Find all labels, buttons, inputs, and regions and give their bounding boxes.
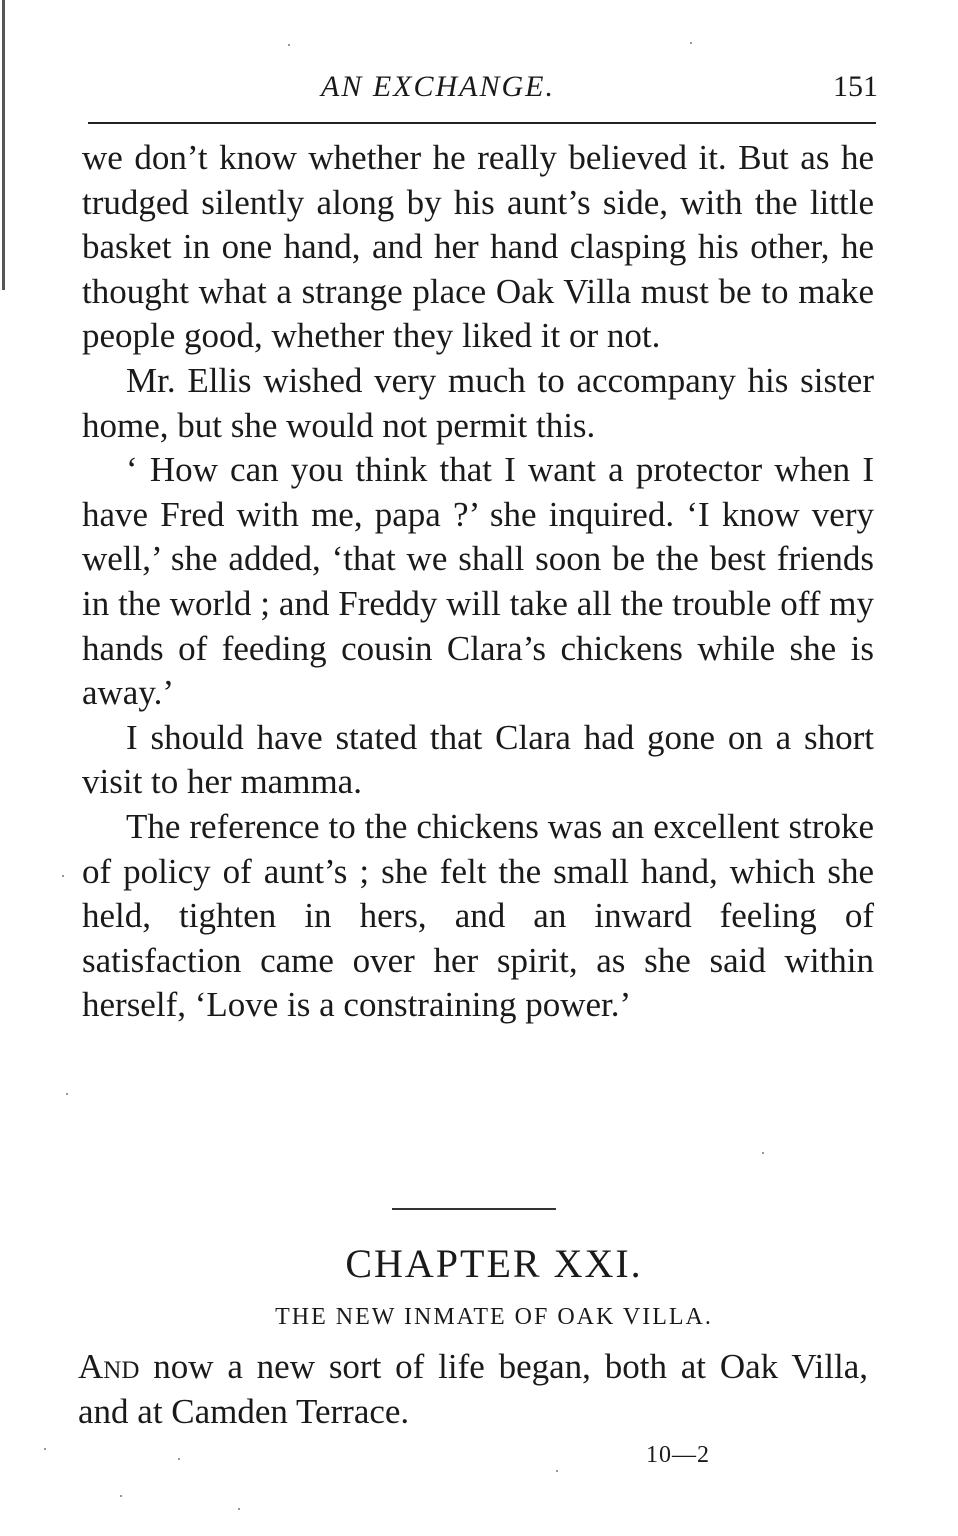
print-speck: [690, 42, 692, 44]
print-speck: [62, 875, 64, 877]
print-speck: [120, 1495, 122, 1497]
paragraph-2: Mr. Ellis wished very much to accompany his sister home, but she would not permit this.: [82, 360, 874, 445]
print-speck: [178, 1458, 180, 1460]
print-speck: [44, 1448, 46, 1450]
print-speck: [762, 1152, 764, 1154]
signature-mark: 10—2: [646, 1442, 710, 1468]
print-speck: [556, 1470, 558, 1472]
running-head: [88, 70, 878, 110]
paragraph-4: I should have stated that Clara had gone on a short visit to her mamma.: [82, 717, 874, 802]
section-divider: [392, 1208, 556, 1210]
print-speck: [238, 1508, 240, 1510]
page-edge-shadow: [2, 0, 5, 290]
print-speck: [288, 44, 290, 46]
running-title: AN EXCHANGE.: [321, 70, 555, 103]
paragraph-3: ‘ How can you think that I want a protector when I have Fred with me, papa ?’ she inquired. ‘I know very well,’ she added, ‘that we shall soon be the best friends in the world ; and Freddy will take all the trouble off my hands of feeding cousin Clara’s chickens while she is away.’: [82, 450, 874, 713]
page-number: 151: [833, 70, 878, 103]
chapter-opening: [78, 1345, 868, 1434]
chapter-subtitle: THE NEW INMATE OF OAK VILLA.: [275, 1304, 713, 1330]
print-speck: [66, 1093, 68, 1095]
body-text: [82, 136, 874, 1028]
chapter-opening-text: now a new sort of life began, both at Oak Villa, and at Camden Terrace.: [78, 1347, 868, 1431]
paragraph-5: The reference to the chickens was an excellent stroke of policy of aunt’s ; she felt the small hand, which she held, tighten in hers, and an inward feeling of satisfaction came over her spirit, as she said within herself, ‘Love is a constraining power.’: [82, 806, 874, 1025]
header-rule: [88, 122, 876, 124]
paragraph-1: we don’t know whether he really believed it. But as he trudged silently along by his aunt’s side, with the little basket in one hand, and her hand clasping his other, he thought what a strange place Oak Villa must be to make people good, whether they liked it or not.: [82, 138, 874, 356]
chapter-title: CHAPTER XXI.: [345, 1241, 643, 1286]
chapter-lead-in: And: [78, 1347, 140, 1386]
chapter-opening-paragraph: [78, 1345, 868, 1434]
